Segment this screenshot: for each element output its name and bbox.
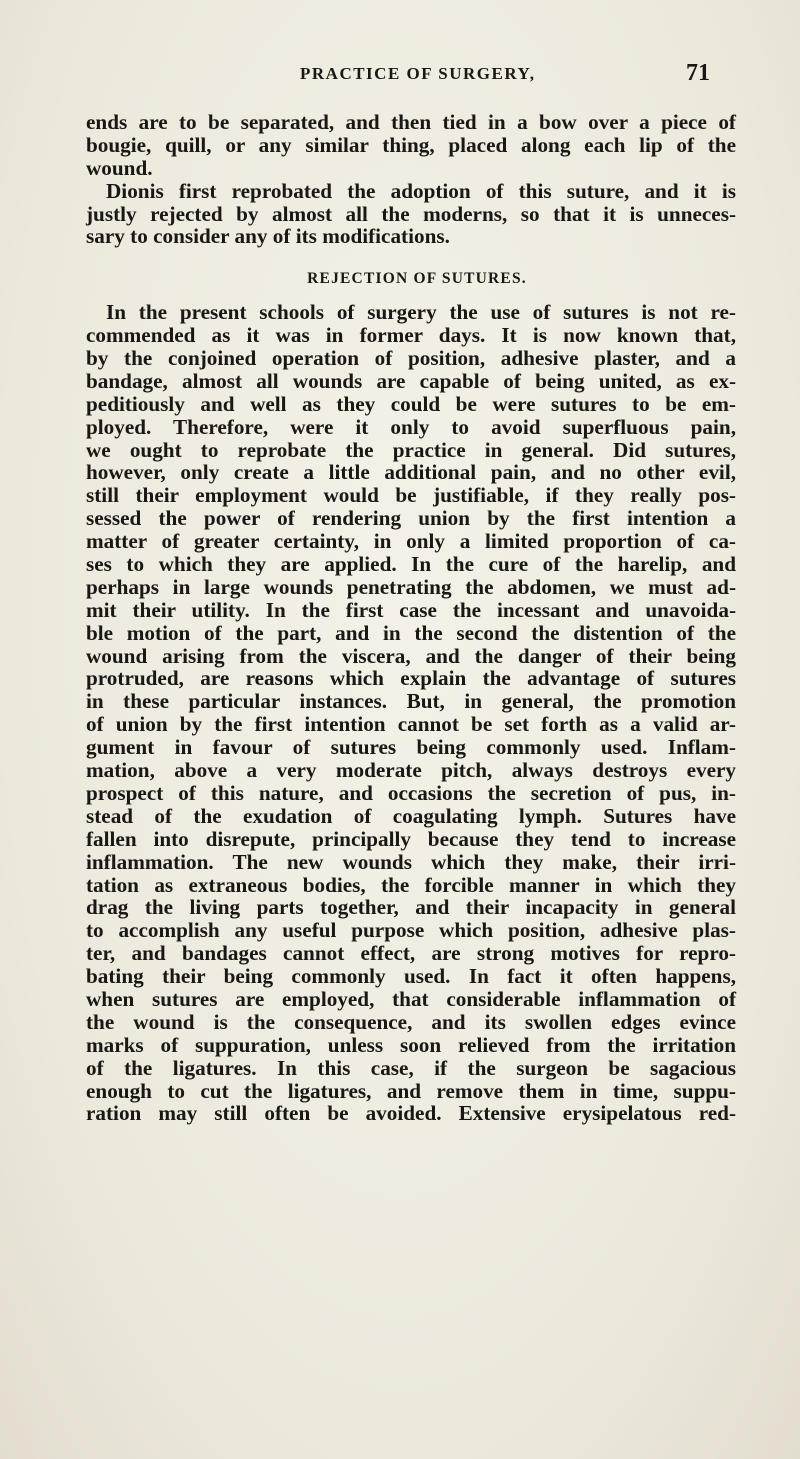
text-line: bandage, almost all wounds are capable of being united, as ex- xyxy=(86,368,736,393)
text-line: drag the living parts together, and their incapacity in general xyxy=(86,895,736,920)
text-line: ration may still often be avoided. Extensive erysipelatous red- xyxy=(86,1101,736,1126)
text-line: prospect of this nature, and occasions the secretion of pus, in- xyxy=(86,780,736,805)
text-line: when sutures are employed, that considerable inflammation of xyxy=(86,986,736,1011)
text-line: peditiously and well as they could be were sutures to be em- xyxy=(86,391,736,416)
text-line: sary to consider any of its modifications. xyxy=(86,224,450,249)
paragraph xyxy=(86,180,736,249)
paragraph xyxy=(86,301,736,1125)
running-title: PRACTICE OF SURGERY, xyxy=(300,64,536,83)
text-line: we ought to reprobate the practice in general. Did sutures, xyxy=(86,437,736,462)
text-line: mation, above a very moderate pitch, always destroys every xyxy=(86,758,736,783)
text-line: mit their utility. In the first case the incessant and unavoida- xyxy=(86,597,736,622)
text-line: fallen into disrepute, principally because they tend to increase xyxy=(86,826,736,851)
text-line: ends are to be separated, and then tied in a bow over a piece of xyxy=(86,110,736,134)
text-line: protruded, are reasons which explain the advantage of sutures xyxy=(86,666,736,691)
text-line: bating their being commonly used. In fact it often happens, xyxy=(86,964,736,989)
text-line: wound. xyxy=(86,155,153,180)
text-line: stead of the exudation of coagulating lymph. Sutures have xyxy=(86,803,736,828)
text-line: by the conjoined operation of position, adhesive plaster, and a xyxy=(86,346,736,371)
text-line: enough to cut the ligatures, and remove them in time, suppu- xyxy=(86,1078,736,1103)
text-line: Dionis first reprobated the adoption of this suture, and it is xyxy=(106,178,736,203)
page-number: 71 xyxy=(686,60,710,86)
text-line: perhaps in large wounds penetrating the abdomen, we must ad- xyxy=(86,574,736,599)
text-line: ses to which they are applied. In the cure of the harelip, and xyxy=(86,552,736,577)
text-line: to accomplish any useful purpose which position, adhesive plas- xyxy=(86,918,736,943)
text-line: wound arising from the viscera, and the danger of their being xyxy=(86,643,736,668)
text-line: commended as it was in former days. It is now known that, xyxy=(86,323,736,348)
text-line: ble motion of the part, and in the second the distention of the xyxy=(86,620,736,645)
text-line: of union by the first intention cannot be set forth as a valid ar- xyxy=(86,712,736,737)
text-line: in these particular instances. But, in general, the promotion xyxy=(86,689,736,714)
running-head xyxy=(300,60,720,90)
body-text xyxy=(86,111,736,1125)
text-line: gument in favour of sutures being commonly used. Inflam- xyxy=(86,735,736,760)
text-line: still their employment would be justifiable, if they really pos- xyxy=(86,483,736,508)
text-line: sessed the power of rendering union by the first intention a xyxy=(86,506,736,531)
text-line: inflammation. The new wounds which they make, their irri- xyxy=(86,849,736,874)
text-line: marks of suppuration, unless soon relieved from the irritation xyxy=(86,1032,736,1057)
text-line: In the present schools of surgery the use of sutures is not re- xyxy=(106,300,736,325)
text-line: justly rejected by almost all the moderns, so that it is unneces- xyxy=(86,201,736,226)
section-heading: REJECTION OF SUTURES. xyxy=(307,270,527,288)
text-line: however, only create a little additional pain, and no other evil, xyxy=(86,460,736,485)
text-line: of the ligatures. In this case, if the surgeon be sagacious xyxy=(86,1055,736,1080)
text-line: ployed. Therefore, were it only to avoid superfluous pain, xyxy=(86,414,736,439)
paragraph xyxy=(86,111,736,180)
text-line: ter, and bandages cannot effect, are strong motives for repro- xyxy=(86,941,736,966)
text-line: matter of greater certainty, in only a limited proportion of ca- xyxy=(86,529,736,554)
text-line: the wound is the consequence, and its swollen edges evince xyxy=(86,1009,736,1034)
text-line: tation as extraneous bodies, the forcible manner in which they xyxy=(86,872,736,897)
text-line: bougie, quill, or any similar thing, placed along each lip of the xyxy=(86,132,736,157)
